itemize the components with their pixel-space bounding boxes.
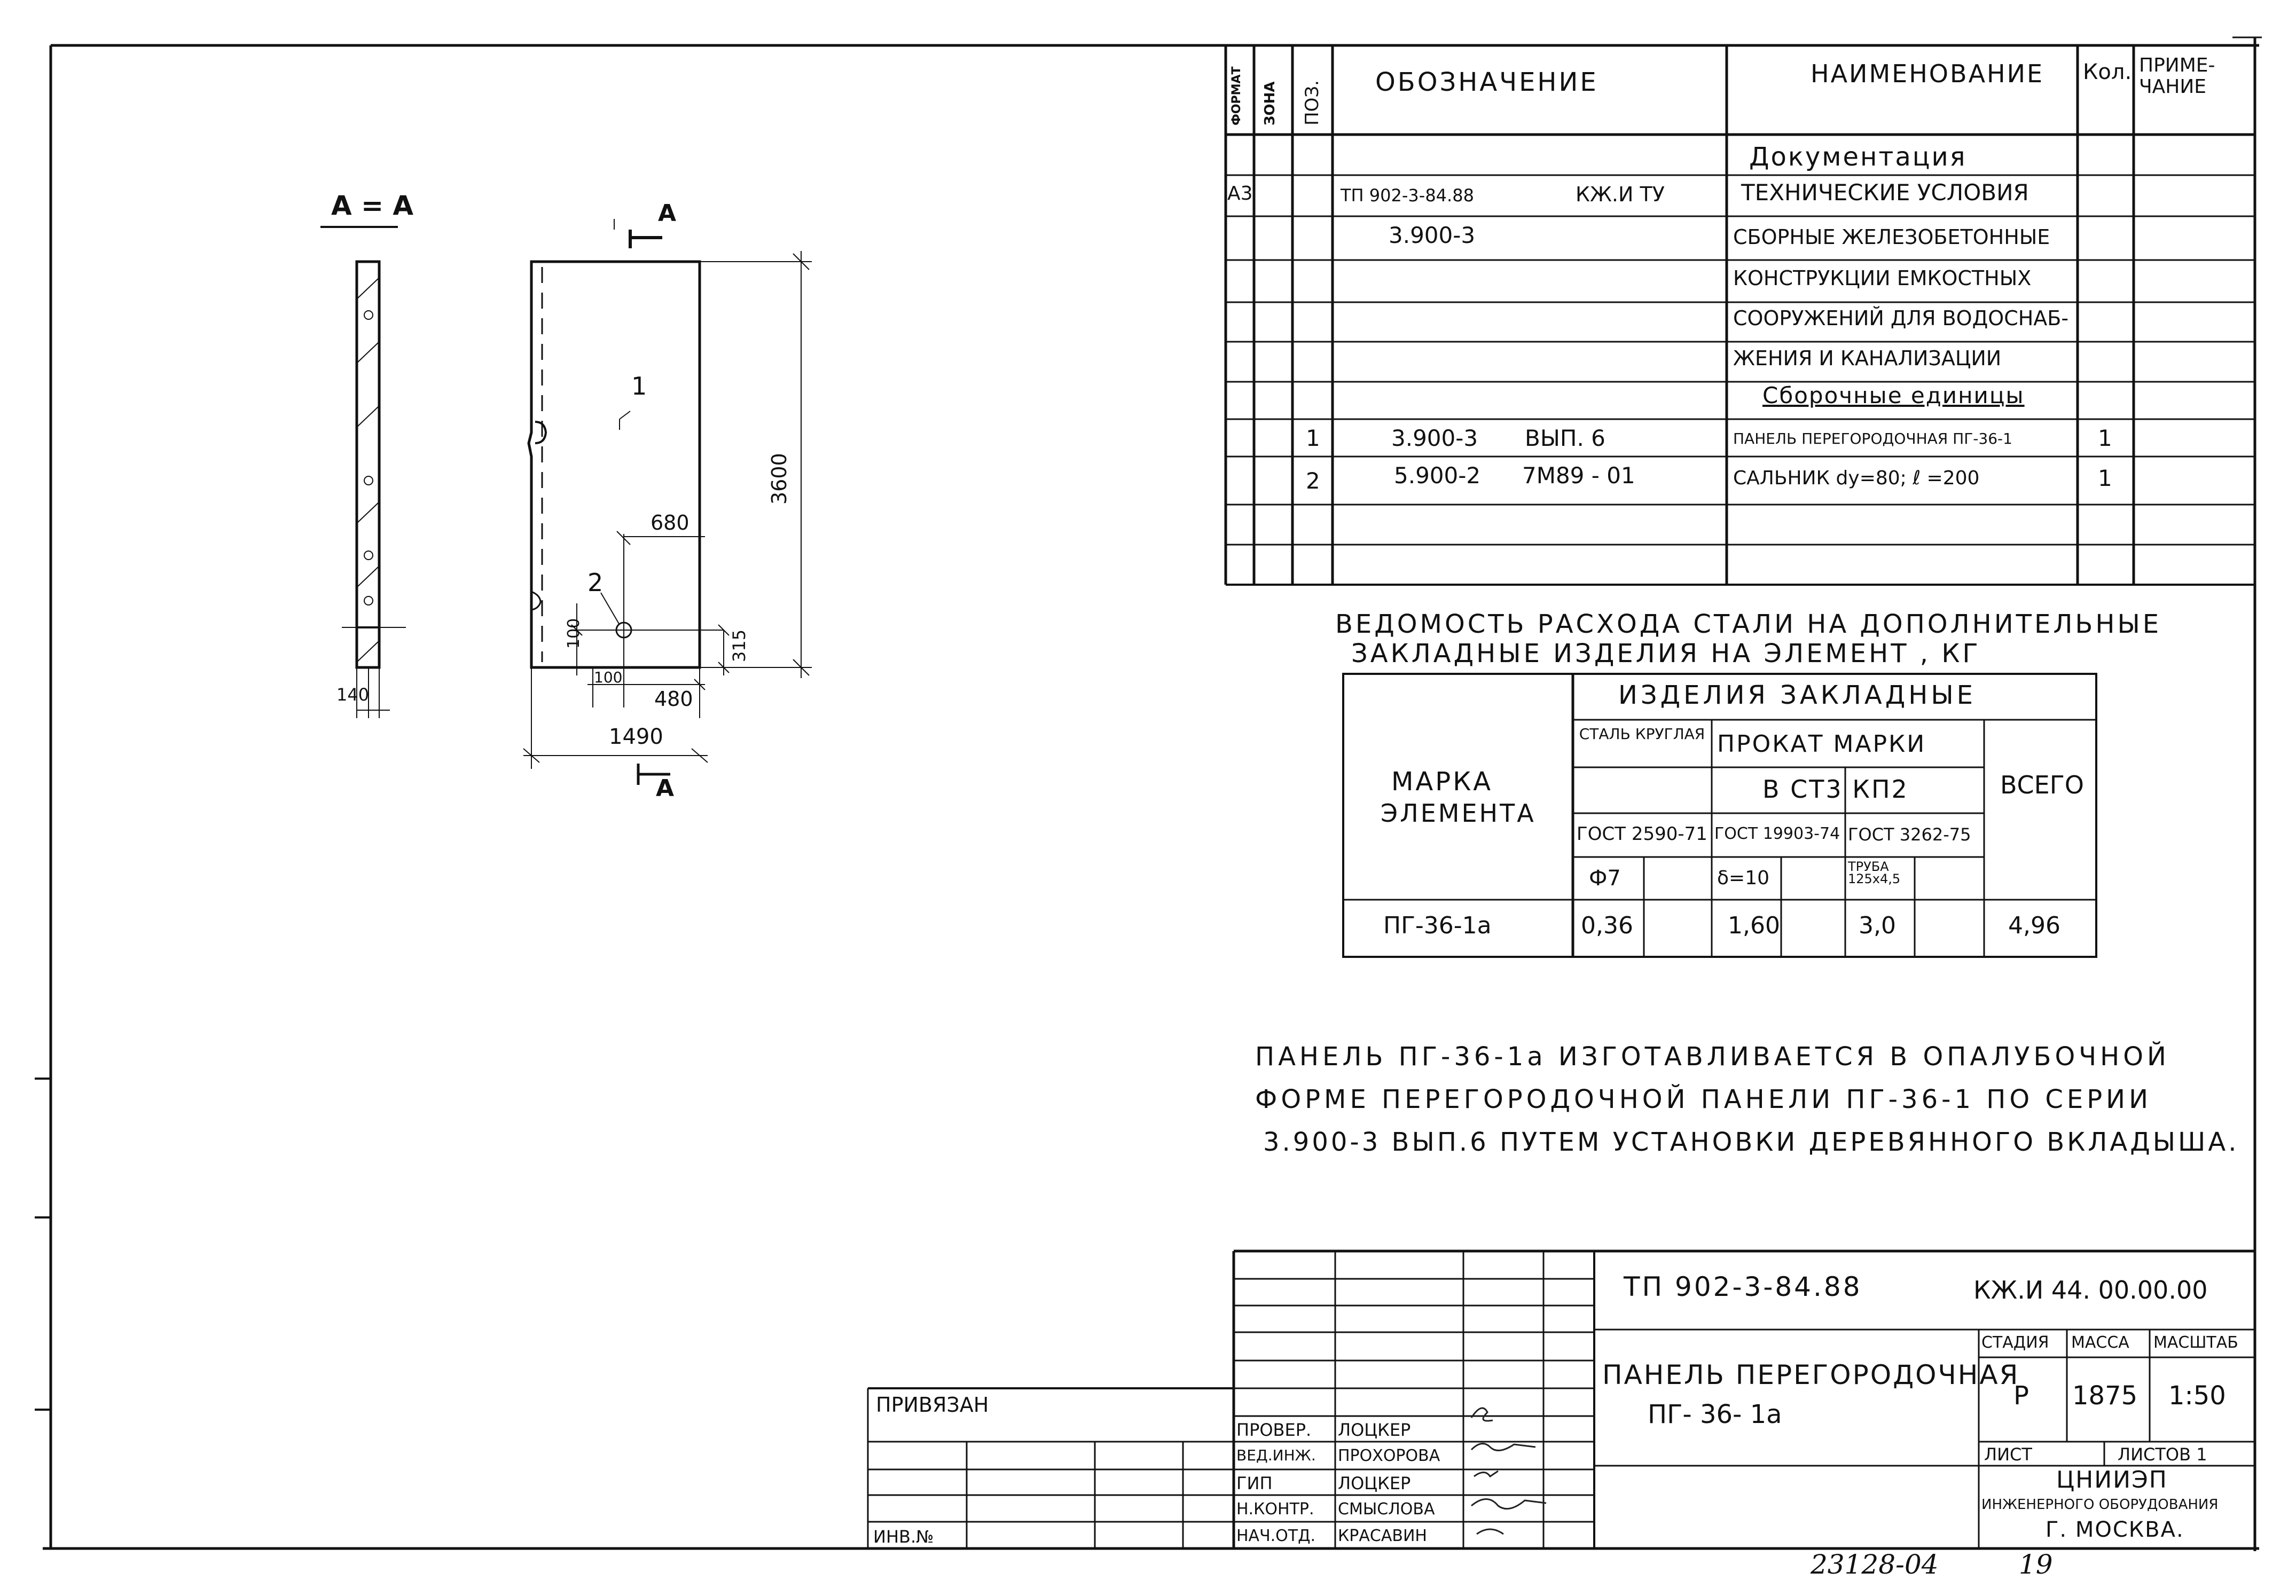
callout-1: 1 — [631, 372, 647, 400]
note-line-1: ПАНЕЛЬ ПГ-36-1а ИЗГОТАВЛИВАЕТСЯ В ОПАЛУБОЧНОЙ — [1255, 1042, 2170, 1072]
stamp-mass: 1875 — [2072, 1381, 2138, 1411]
cut-label-bottom: А — [656, 775, 675, 802]
callout-2: 2 — [587, 568, 604, 597]
spec-item-1-name: ПАНЕЛЬ ПЕРЕГОРОДОЧНАЯ ПГ-36-1 — [1733, 430, 2012, 447]
spec-item-2-pos: 2 — [1306, 468, 1320, 494]
spec-doc-name: ТЕХНИЧЕСКИЕ УСЛОВИЯ — [1741, 179, 2029, 206]
steel-title-2: ЗАКЛАДНЫЕ ИЗДЕЛИЯ НА ЭЛЕМЕНТ , КГ — [1351, 639, 1981, 669]
steel-gost-1: ГОСТ 2590-71 — [1577, 823, 1707, 845]
steel-row-total: 4,96 — [2008, 912, 2060, 939]
steel-size-3: ТРУБА 125х4,5 — [1848, 859, 1901, 886]
dim-height: 3600 — [767, 453, 791, 505]
steel-header-round: СТАЛЬ КРУГЛАЯ — [1579, 725, 1705, 743]
stamp-inv: ИНВ.№ — [873, 1527, 934, 1547]
stamp-org-3: Г. МОСКВА. — [2046, 1518, 2184, 1542]
stamp-name-1: ЛОЦКЕР — [1338, 1420, 1411, 1440]
note-line-3: 3.900-3 ВЫП.6 ПУТЕМ УСТАНОВКИ ДЕРЕВЯННОГО ВКЛАДЫША. — [1263, 1127, 2239, 1157]
steel-gost-3: ГОСТ 3262-75 — [1848, 824, 1971, 845]
spec-header-qty: Кол. — [2083, 60, 2132, 84]
stamp-doc-code: ТП 902-3-84.88 — [1624, 1271, 1862, 1302]
spec-doc-code: ТП 902-3-84.88 — [1341, 185, 1474, 206]
stamp-doc-mark: КЖ.И 44. 00.00.00 — [1973, 1276, 2208, 1304]
spec-item-1-code: 3.900-3 — [1391, 425, 1478, 451]
spec-header-zone: ЗОНА — [1262, 81, 1278, 125]
steel-size-2: δ=10 — [1717, 867, 1769, 889]
stamp-scale-header: МАСШТАБ — [2153, 1333, 2238, 1352]
stamp-org-2: ИНЖЕНЕРНОГО ОБОРУДОВАНИЯ — [1981, 1497, 2219, 1513]
section-label: А = А — [331, 190, 414, 221]
stamp-name-2: ПРОХОРОВА — [1338, 1446, 1440, 1465]
spec-item-2-sub: 7М89 - 01 — [1522, 462, 1635, 489]
stamp-role-2: ВЕД.ИНЖ. — [1236, 1446, 1316, 1464]
spec-item-2-code: 5.900-2 — [1394, 462, 1481, 489]
steel-header-embedded: ИЗДЕЛИЯ ЗАКЛАДНЫЕ — [1618, 680, 1977, 710]
spec-item-1-sub: ВЫП. 6 — [1525, 425, 1605, 451]
spec-series-line-2: КОНСТРУКЦИИ ЕМКОСТНЫХ — [1733, 266, 2032, 290]
spec-header-format: ФОРМАТ — [1230, 66, 1243, 125]
spec-item-1-qty: 1 — [2098, 425, 2112, 451]
dim-680: 680 — [651, 511, 689, 534]
steel-title-1: ВЕДОМОСТЬ РАСХОДА СТАЛИ НА ДОПОЛНИТЕЛЬНЫЕ — [1335, 609, 2162, 639]
dim-315: 315 — [729, 629, 749, 662]
stamp-role-1: ПРОВЕР. — [1236, 1420, 1312, 1440]
dim-100-horizontal: 100 — [594, 669, 623, 686]
spec-header-note-2: ЧАНИЕ — [2139, 76, 2207, 98]
stamp-sheet: ЛИСТ — [1984, 1444, 2032, 1465]
stamp-name-5: КРАСАВИН — [1338, 1527, 1427, 1545]
stamp-role-4: Н.КОНТР. — [1236, 1500, 1314, 1519]
spec-item-2-qty: 1 — [2098, 465, 2112, 491]
dim-140: 140 — [336, 685, 370, 705]
spec-series-line-3: СООРУЖЕНИЙ ДЛЯ ВОДОСНАБ- — [1733, 306, 2069, 330]
stamp-scale: 1:50 — [2168, 1381, 2226, 1411]
steel-gost-2: ГОСТ 19903-74 — [1714, 824, 1840, 843]
spec-section-units: Сборочные единицы — [1762, 382, 2025, 408]
spec-series-line-4: ЖЕНИЯ И КАНАЛИЗАЦИИ — [1733, 347, 2002, 370]
stamp-title-2: ПГ- 36- 1а — [1648, 1400, 1782, 1429]
signatures — [1466, 1396, 1562, 1548]
spec-series-code: 3.900-3 — [1389, 222, 1476, 248]
dim-100-vertical: 100 — [565, 618, 583, 649]
spec-header-pos: ПОЗ. — [1302, 80, 1323, 125]
footer-number: 23128-04 — [1811, 1549, 1939, 1580]
steel-header-mark-2: ЭЛЕМЕНТА — [1381, 799, 1536, 828]
stamp-role-5: НАЧ.ОТД. — [1236, 1527, 1316, 1545]
steel-row-value-2: 1,60 — [1728, 912, 1780, 939]
stamp-name-3: ЛОЦКЕР — [1338, 1473, 1411, 1493]
steel-header-total: ВСЕГО — [2000, 771, 2085, 799]
steel-header-grade: В СТ3 КП2 — [1762, 775, 1909, 804]
dim-480: 480 — [654, 687, 693, 711]
spec-section-docs: Документация — [1749, 142, 1967, 172]
stamp-privyazan: ПРИВЯЗАН — [876, 1393, 989, 1417]
stamp-stage-header: СТАДИЯ — [1981, 1333, 2049, 1352]
spec-series-line-1: СБОРНЫЕ ЖЕЛЕЗОБЕТОННЫЕ — [1733, 225, 2050, 249]
steel-header-mark-1: МАРКА — [1391, 767, 1493, 797]
steel-row-value-1: 0,36 — [1581, 912, 1633, 939]
spec-item-2-name: САЛЬНИК dy=80; ℓ =200 — [1733, 467, 1980, 489]
cut-label-top: А — [658, 200, 677, 227]
spec-header-name: НАИМЕНОВАНИЕ — [1811, 59, 2044, 88]
dim-1490: 1490 — [609, 725, 663, 749]
stamp-role-3: ГИП — [1236, 1473, 1273, 1493]
stamp-stage: Р — [2013, 1381, 2029, 1411]
steel-row-mark: ПГ-36-1а — [1383, 912, 1492, 939]
spec-header-note-1: ПРИМЕ- — [2139, 54, 2215, 76]
stamp-name-4: СМЫСЛОВА — [1338, 1500, 1435, 1519]
spec-header-designation: ОБОЗНАЧЕНИЕ — [1375, 67, 1598, 97]
spec-doc-suffix: КЖ.И ТУ — [1576, 183, 1665, 206]
steel-size-1: Ф7 — [1589, 866, 1621, 891]
note-line-2: ФОРМЕ ПЕРЕГОРОДОЧНОЙ ПАНЕЛИ ПГ-36-1 ПО СЕРИИ — [1255, 1084, 2152, 1114]
spec-item-1-pos: 1 — [1306, 425, 1320, 451]
steel-row-value-3: 3,0 — [1859, 912, 1896, 939]
stamp-sheets: ЛИСТОВ 1 — [2118, 1444, 2207, 1465]
stamp-mass-header: МАССА — [2071, 1333, 2129, 1352]
stamp-title-1: ПАНЕЛЬ ПЕРЕГОРОДОЧНАЯ — [1602, 1359, 2020, 1390]
stamp-org-1: ЦНИИЭП — [2056, 1466, 2168, 1493]
spec-doc-format: А3 — [1227, 183, 1253, 205]
steel-header-rolled: ПРОКАТ МАРКИ — [1717, 730, 1926, 758]
footer-page: 19 — [2019, 1549, 2053, 1580]
